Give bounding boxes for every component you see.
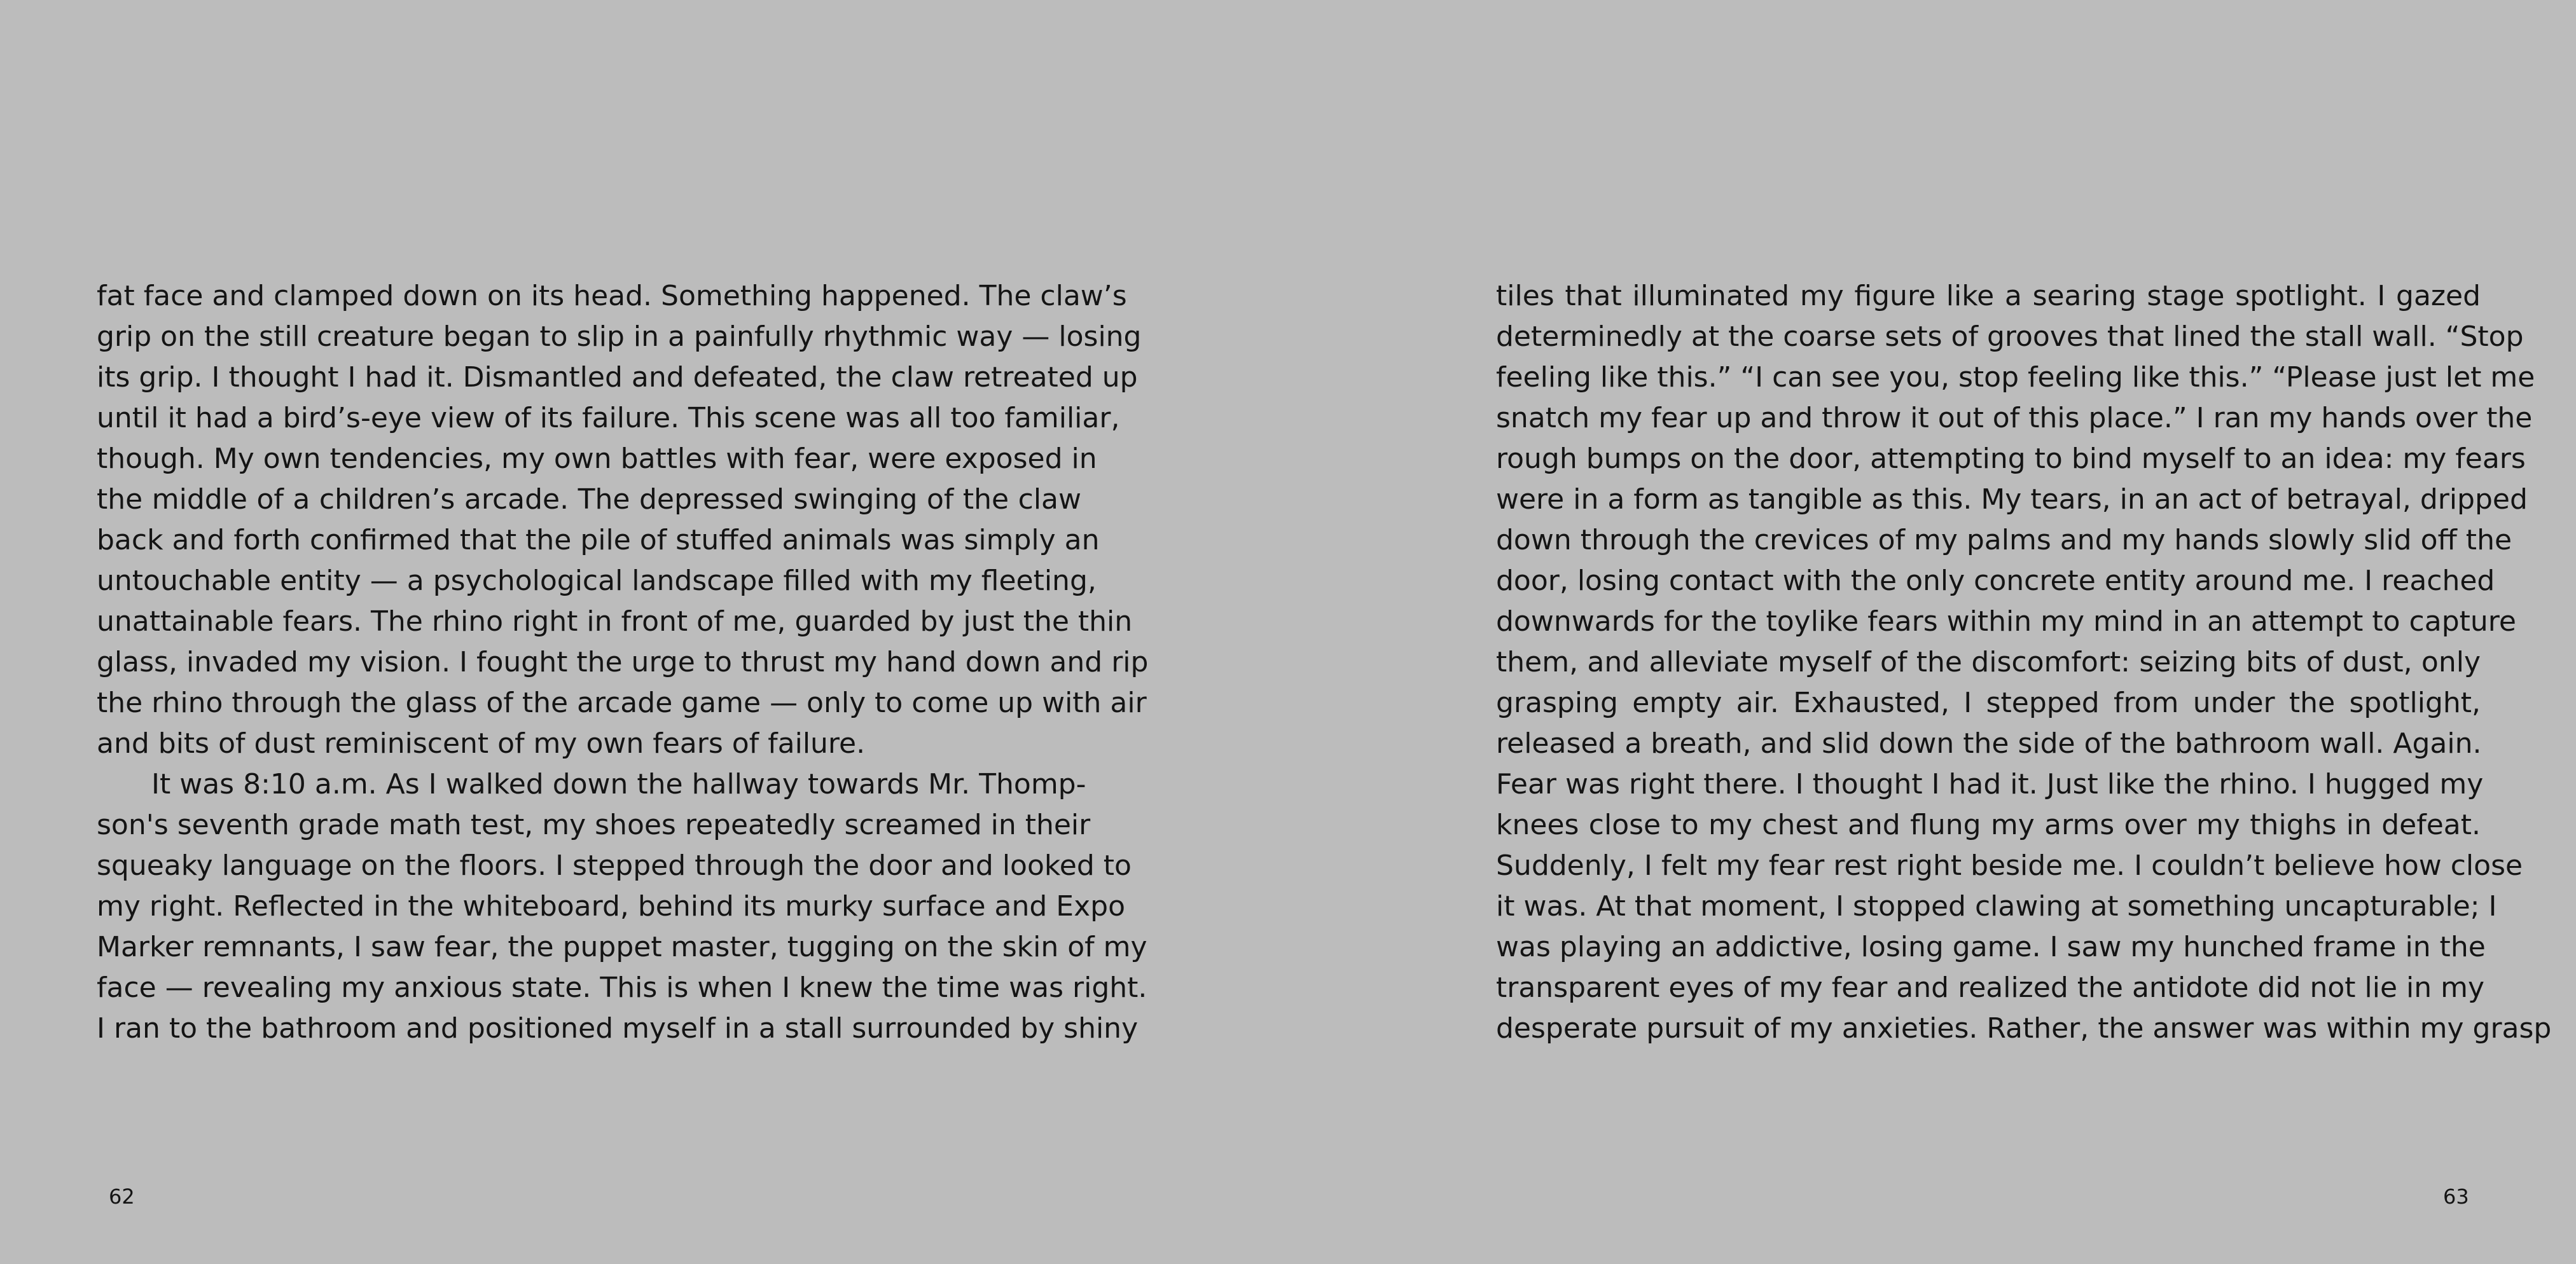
text-line: Fear was right there. I thought I had it. Just like the rhino. I hugged my [1496,768,2484,800]
text-line: fat face and clamped down on its head. Something happened. The claw’s [97,280,1127,312]
text-line: were in a form as tangible as this. My tears, in an act of betrayal, dripped [1496,483,2528,516]
text-line: Suddenly, I felt my fear rest right beside me. I couldn’t believe how close [1496,849,2523,882]
text-line: glass, invaded my vision. I fought the urge to thrust my hand down and rip [97,646,1149,678]
text-line: down through the crevices of my palms and my hands slowly slid off the [1496,524,2512,556]
paragraph-start-line: It was 8:10 a.m. As I walked down the hallway towards Mr. Thomp- [151,768,1086,800]
text-line: downwards for the toylike fears within my mind in an attempt to capture [1496,605,2516,638]
text-line: untouchable entity — a psychological landscape filled with my fleeting, [97,565,1097,597]
page-number-right: 63 [2443,1185,2469,1209]
text-line: grasping empty air. Exhausted, I stepped from under the spotlight, [1496,687,2481,719]
text-line: knees close to my chest and flung my arms over my thighs in defeat. [1496,809,2481,841]
text-line: determinedly at the coarse sets of grooves that lined the stall wall. “Stop [1496,320,2524,353]
text-line: the rhino through the glass of the arcade game — only to come up with air [97,687,1147,719]
text-line: my right. Reflected in the whiteboard, behind its murky surface and Expo [97,890,1125,923]
text-line: Marker remnants, I saw fear, the puppet master, tugging on the skin of my [97,931,1147,963]
text-line: transparent eyes of my fear and realized the antidote did not lie in my [1496,972,2485,1004]
text-line: rough bumps on the door, attempting to bind myself to an idea: my fears [1496,443,2526,475]
text-line: them, and alleviate myself of the discomfort: seizing bits of dust, only [1496,646,2481,678]
text-line: feeling like this.” “I can see you, stop feeling like this.” “Please just let me [1496,361,2535,394]
text-line: the middle of a children’s arcade. The depressed swinging of the claw [97,483,1081,516]
text-line: squeaky language on the floors. I stepped through the door and looked to [97,849,1132,882]
right-page-body-text [1496,276,2552,1049]
text-line: desperate pursuit of my anxieties. Rather, the answer was within my grasp [1496,1012,2552,1045]
right-page [1288,0,2576,1264]
text-line: tiles that illuminated my figure like a searing stage spotlight. I gazed [1496,280,2481,312]
text-line: face — revealing my anxious state. This is when I knew the time was right. [97,972,1147,1004]
text-line: its grip. I thought I had it. Dismantled and defeated, the claw retreated up [97,361,1138,394]
paragraph-end-line: and bits of dust reminiscent of my own fears of failure. [97,727,866,760]
text-line: son's seventh grade math test, my shoes repeatedly screamed in their [97,809,1091,841]
text-line: unattainable fears. The rhino right in front of me, guarded by just the thin [97,605,1133,638]
text-line: until it had a bird’s-eye view of its failure. This scene was all too familiar, [97,402,1120,434]
text-line: I ran to the bathroom and positioned myself in a stall surrounded by shiny [97,1012,1139,1045]
left-page-body-text [97,276,1149,1049]
text-line: was playing an addictive, losing game. I saw my hunched frame in the [1496,931,2486,963]
text-line: door, losing contact with the only concrete entity around me. I reached [1496,565,2495,597]
text-line: grip on the still creature began to slip in a painfully rhythmic way — losing [97,320,1142,353]
page-number-left: 62 [109,1185,135,1209]
text-line: snatch my fear up and throw it out of this place.” I ran my hands over the [1496,402,2533,434]
text-line: though. My own tendencies, my own battles with fear, were exposed in [97,443,1097,475]
text-line: back and forth confirmed that the pile of stuffed animals was simply an [97,524,1100,556]
text-line: released a breath, and slid down the side of the bathroom wall. Again. [1496,727,2482,760]
text-line: it was. At that moment, I stopped clawing at something uncapturable; I [1496,890,2497,923]
